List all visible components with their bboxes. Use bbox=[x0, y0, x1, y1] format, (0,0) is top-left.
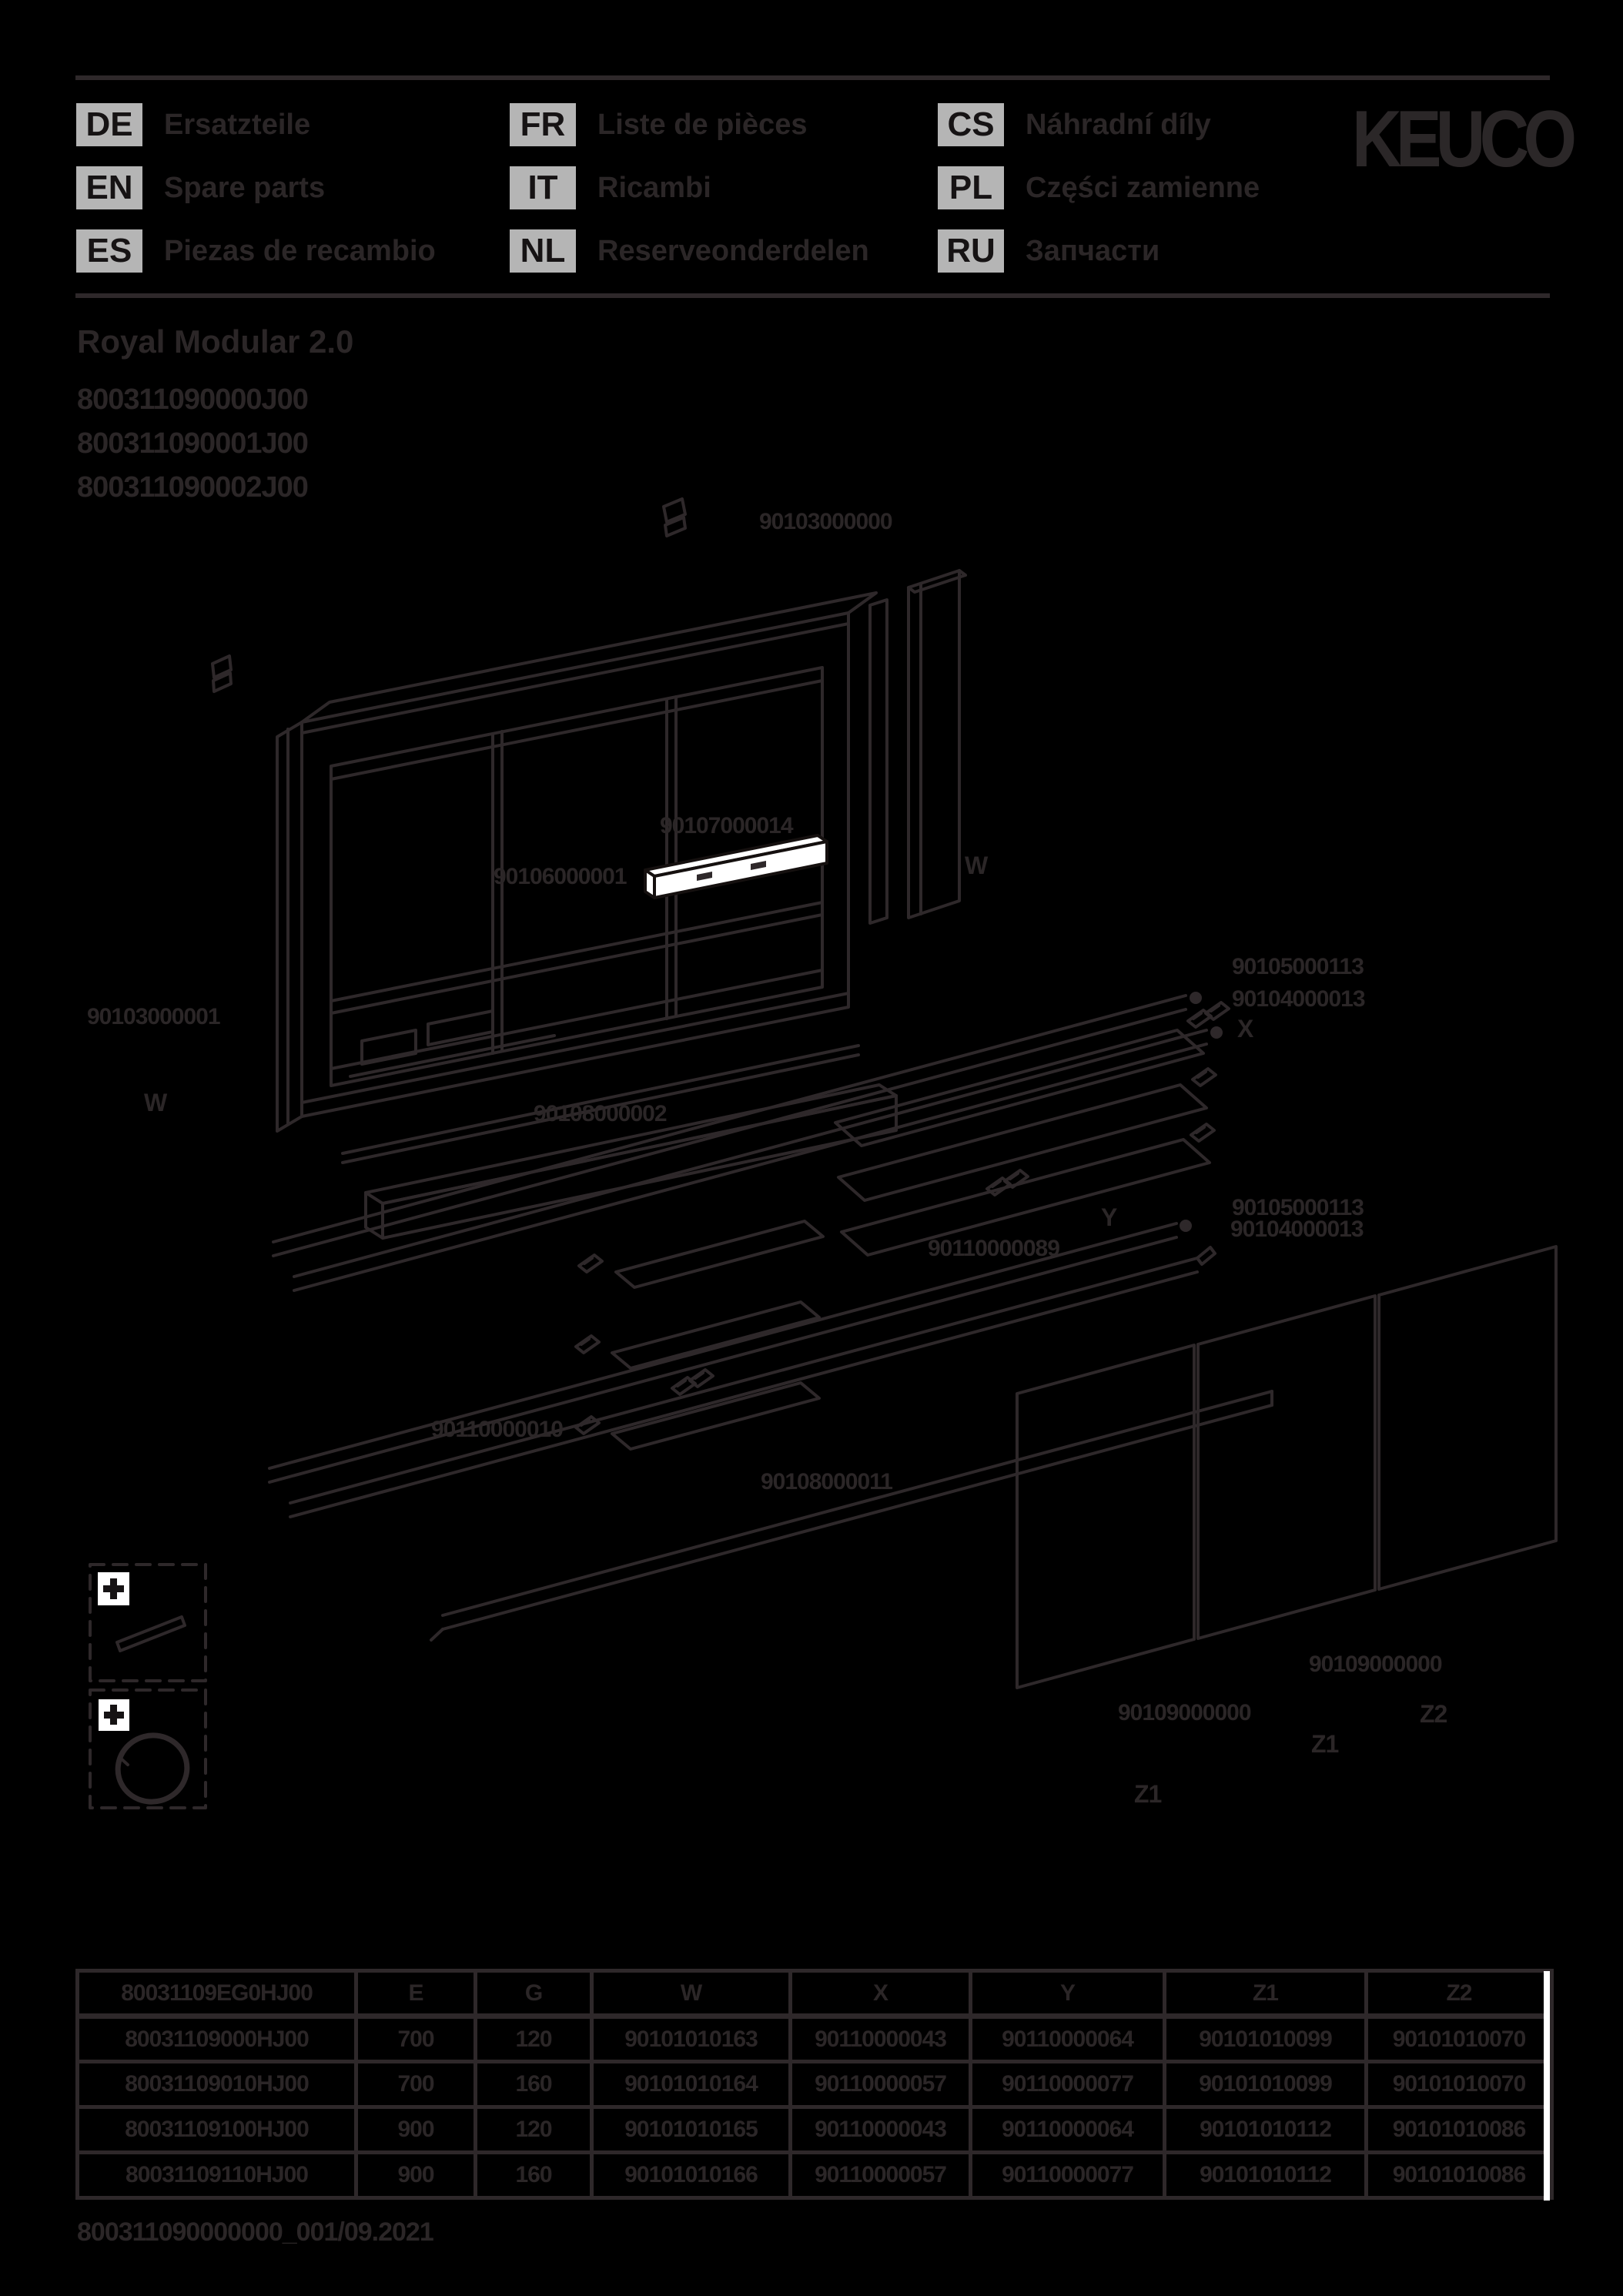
ref-label-w-right: W bbox=[965, 852, 988, 879]
lang-label-it: Ricambi bbox=[597, 172, 711, 204]
cell: 160 bbox=[476, 2062, 592, 2107]
table-row bbox=[78, 2062, 1552, 2107]
part-label: 90103000001 bbox=[87, 1004, 220, 1029]
table-row bbox=[78, 2017, 1552, 2062]
lang-badge-ru: RU bbox=[938, 229, 1004, 273]
ref-label-x: X bbox=[1237, 1015, 1253, 1043]
cell: 90101010086 bbox=[1367, 2153, 1552, 2198]
cell: 90101010165 bbox=[592, 2107, 791, 2153]
ref-label-y: Y bbox=[1101, 1203, 1117, 1231]
ref-label-z2: Z2 bbox=[1420, 1700, 1447, 1728]
document-number: 800311090000000_001/09.2021 bbox=[77, 2217, 433, 2247]
lang-badge-nl: NL bbox=[510, 229, 576, 273]
lang-badge-it: IT bbox=[510, 166, 576, 209]
cell: 90110000077 bbox=[971, 2062, 1165, 2107]
cell: 90101010163 bbox=[592, 2017, 791, 2062]
ref-label-z1: Z1 bbox=[1134, 1780, 1162, 1808]
cell: 90101010112 bbox=[1165, 2153, 1367, 2198]
part-label: 90103000000 bbox=[759, 509, 892, 534]
lang-badge-cs: CS bbox=[938, 103, 1004, 146]
cell: 90101010164 bbox=[592, 2062, 791, 2107]
lang-label-es: Piezas de recambio bbox=[164, 235, 436, 267]
led-driver-box bbox=[645, 835, 827, 898]
part-label: 90106000001 bbox=[494, 864, 627, 889]
cell: 90101010099 bbox=[1165, 2062, 1367, 2107]
cell: 80031109010HJ00 bbox=[78, 2062, 356, 2107]
light-housing-bar bbox=[343, 1046, 896, 1238]
part-label: 90109000000 bbox=[1309, 1652, 1442, 1677]
col-header: Z2 bbox=[1367, 1971, 1552, 2017]
part-label: 90105000113 bbox=[1232, 954, 1364, 979]
part-label: 90108000002 bbox=[534, 1101, 667, 1126]
product-variant: 800311090000J00 bbox=[77, 383, 308, 416]
col-header: W bbox=[592, 1971, 791, 2017]
lang-label-pl: Części zamienne bbox=[1026, 172, 1260, 204]
part-label: 90104000013 bbox=[1230, 1217, 1364, 1242]
col-header: G bbox=[476, 1971, 592, 2017]
trim-strips-right bbox=[835, 1030, 1210, 1255]
part-label: 90107000014 bbox=[660, 813, 793, 838]
product-title: Royal Modular 2.0 bbox=[77, 323, 354, 360]
keuco-logo: KEUCO bbox=[1352, 95, 1571, 184]
col-header: E bbox=[356, 1971, 476, 2017]
part-label: 90105000113 bbox=[1232, 1195, 1364, 1220]
mirror-doors bbox=[1017, 1247, 1556, 1688]
col-header: X bbox=[791, 1971, 971, 2017]
lang-label-fr: Liste de pièces bbox=[597, 109, 808, 141]
cell: 900 bbox=[356, 2153, 476, 2198]
profile-pair-lower bbox=[269, 1221, 1215, 1517]
hinge-icon bbox=[212, 656, 231, 691]
cell: 160 bbox=[476, 2153, 592, 2198]
diagram-linework bbox=[90, 499, 1556, 1809]
cell: 80031109000HJ00 bbox=[78, 2017, 356, 2062]
cell: 90101010166 bbox=[592, 2153, 791, 2198]
cell: 90101010086 bbox=[1367, 2107, 1552, 2153]
cell: 700 bbox=[356, 2017, 476, 2062]
detail-box-ring bbox=[90, 1690, 206, 1809]
cell: 90110000043 bbox=[791, 2107, 971, 2153]
product-variant: 800311090001J00 bbox=[77, 427, 308, 460]
part-label: 90110000089 bbox=[928, 1236, 1059, 1261]
part-label: 90104000013 bbox=[1232, 986, 1365, 1012]
cell: 90110000064 bbox=[971, 2107, 1165, 2153]
side-panel-right bbox=[870, 571, 965, 923]
lang-label-nl: Reserveonderdelen bbox=[597, 235, 869, 267]
table-row bbox=[78, 2107, 1552, 2153]
ref-label-w-left: W bbox=[144, 1089, 167, 1116]
cell: 90101010099 bbox=[1165, 2017, 1367, 2062]
cell: 90101010070 bbox=[1367, 2062, 1552, 2107]
cell: 90110000057 bbox=[791, 2153, 971, 2198]
trim-strips-left bbox=[612, 1221, 823, 1449]
lang-label-ru: Запчасти bbox=[1026, 235, 1160, 267]
ref-label-z1: Z1 bbox=[1311, 1730, 1339, 1758]
cell: 90101010112 bbox=[1165, 2107, 1367, 2153]
detail-box-strip bbox=[90, 1565, 206, 1681]
part-label: 90109000000 bbox=[1118, 1700, 1251, 1725]
col-header: 80031109EG0HJ00 bbox=[78, 1971, 356, 2017]
table-row bbox=[78, 2153, 1552, 2198]
table-header-row bbox=[78, 1971, 1552, 2017]
lang-badge-en: EN bbox=[76, 166, 142, 209]
table-right-highlight bbox=[1544, 1971, 1550, 2201]
cell: 120 bbox=[476, 2017, 592, 2062]
cell: 90110000077 bbox=[971, 2153, 1165, 2198]
lang-badge-fr: FR bbox=[510, 103, 576, 146]
mounting-clips bbox=[576, 1002, 1229, 1434]
col-header: Y bbox=[971, 1971, 1165, 2017]
part-label: 90108000011 bbox=[761, 1469, 892, 1494]
cell: 900 bbox=[356, 2107, 476, 2153]
cell: 80031109110HJ00 bbox=[78, 2153, 356, 2198]
product-variant: 800311090002J00 bbox=[77, 471, 308, 504]
col-header: Z1 bbox=[1165, 1971, 1367, 2017]
cell: 120 bbox=[476, 2107, 592, 2153]
parts-table bbox=[75, 1969, 1554, 2200]
lang-label-de: Ersatzteile bbox=[164, 109, 311, 141]
lang-badge-es: ES bbox=[76, 229, 142, 273]
lang-badge-de: DE bbox=[76, 103, 142, 146]
cell: 80031109100HJ00 bbox=[78, 2107, 356, 2153]
lang-badge-pl: PL bbox=[938, 166, 1004, 209]
cell: 90110000057 bbox=[791, 2062, 971, 2107]
part-label: 90110000010 bbox=[431, 1417, 563, 1442]
lang-label-cs: Náhradní díly bbox=[1026, 109, 1211, 141]
lang-label-en: Spare parts bbox=[164, 172, 326, 204]
cell: 90110000064 bbox=[971, 2017, 1165, 2062]
cell: 90101010070 bbox=[1367, 2017, 1552, 2062]
cell: 90110000043 bbox=[791, 2017, 971, 2062]
cell: 700 bbox=[356, 2062, 476, 2107]
hinge-icon bbox=[664, 499, 685, 536]
